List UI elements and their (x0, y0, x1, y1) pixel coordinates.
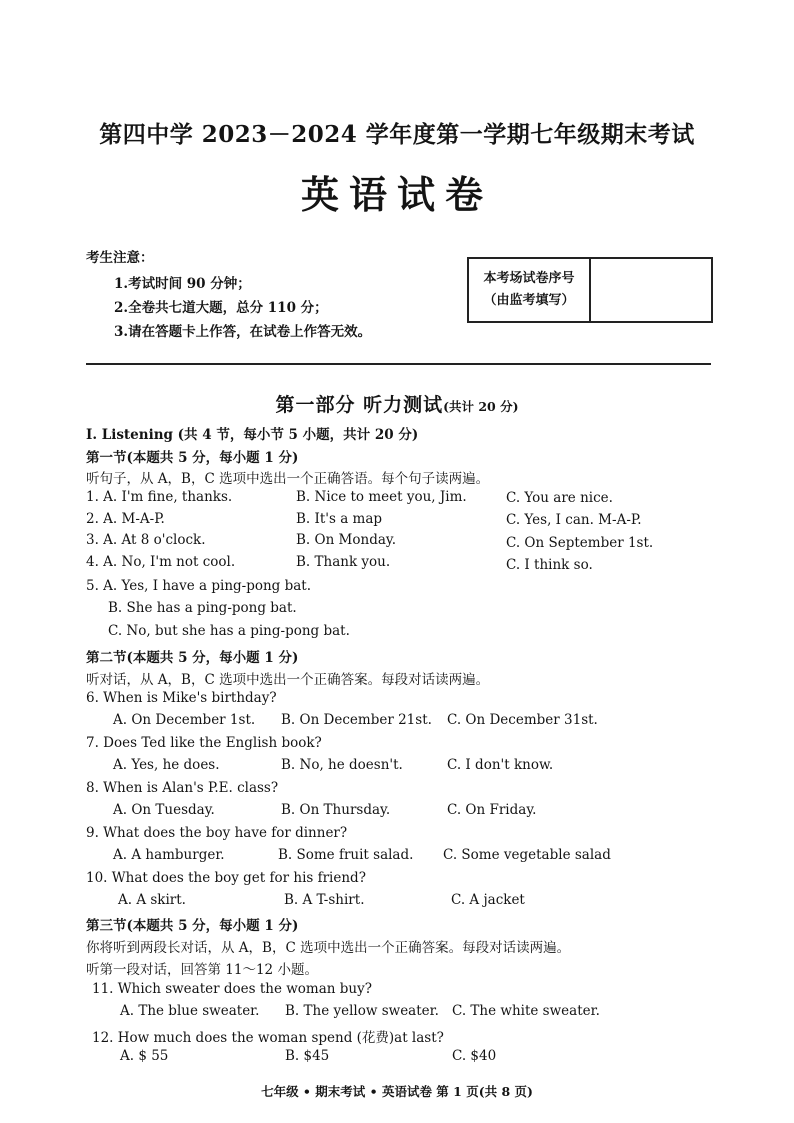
section-instruction: 听句子，从 A，B，C 选项中选出一个正确答语。每个句子读两遍。 (86, 471, 490, 487)
option: B. A T-shirt. (284, 892, 365, 908)
option: A. A skirt. (118, 892, 186, 908)
option: B. On Monday. (296, 532, 397, 548)
option: B. It's a map (296, 511, 383, 527)
option: B. She has a ping-pong bat. (108, 600, 297, 616)
header-divider (86, 363, 711, 365)
part-points: (共计 20 分) (443, 399, 519, 414)
seat-number-label (469, 259, 591, 321)
question: 7. Does Ted like the English book? (86, 735, 322, 751)
option: B. On December 21st. (281, 712, 432, 728)
question: 8. When is Alan's P.E. class? (86, 780, 279, 796)
option: C. Yes, I can. M-A-P. (506, 512, 642, 528)
question: 12. How much does the woman spend (花费)at last? (92, 1030, 444, 1046)
seat-number-label-line1: 本考场试卷序号 (483, 271, 575, 286)
seat-number-box (467, 257, 713, 323)
section-instruction: 你将听到两段长对话，从 A，B，C 选项中选出一个正确答案。每段对话读两遍。 (86, 940, 571, 956)
seat-number-label-line2: （由监考填写） (483, 293, 575, 308)
section-heading: 第二节(本题共 5 分，每小题 1 分) (86, 650, 299, 666)
question: 11. Which sweater does the woman buy? (92, 981, 372, 997)
exam-subject-title: 英语试卷 (300, 172, 493, 217)
notice-item: 2.全卷共七道大题，总分 110 分； (114, 300, 328, 316)
part-title: 第一部分 听力测试 (275, 394, 444, 416)
option: B. Some fruit salad. (278, 847, 414, 863)
exam-title: 第四中学 2023－2024 学年度第一学期七年级期末考试 (99, 121, 695, 148)
notice-item: 3.请在答题卡上作答，在试卷上作答无效。 (114, 324, 372, 340)
notice-heading: 考生注意： (86, 250, 154, 266)
question: 10. What does the boy get for his friend? (86, 870, 366, 886)
option: A. The blue sweater. (120, 1003, 260, 1019)
question: 9. What does the boy have for dinner? (86, 825, 348, 841)
option: A. On Tuesday. (113, 802, 215, 818)
option: B. Thank you. (296, 554, 391, 570)
option: C. You are nice. (506, 490, 613, 506)
option: B. On Thursday. (281, 802, 391, 818)
part-heading (0, 390, 794, 417)
option: 5. A. Yes, I have a ping-pong bat. (86, 578, 312, 594)
option: B. No, he doesn't. (281, 757, 403, 773)
option: C. No, but she has a ping-pong bat. (108, 623, 350, 639)
section-instruction: 听对话，从 A，B，C 选项中选出一个正确答案。每段对话读两遍。 (86, 672, 490, 688)
option: C. On September 1st. (506, 535, 654, 551)
option: A. $ 55 (120, 1048, 169, 1064)
listening-heading: Ⅰ. Listening (共 4 节，每小节 5 小题，共计 20 分) (86, 427, 419, 443)
section-sub-instruction: 听第一段对话，回答第 11～12 小题。 (86, 962, 318, 978)
option: 2. A. M-A-P. (86, 511, 165, 527)
question: 6. When is Mike's birthday? (86, 690, 277, 706)
option: 1. A. I'm fine, thanks. (86, 489, 233, 505)
option: C. A jacket (451, 892, 525, 908)
section-heading: 第一节(本题共 5 分，每小题 1 分) (86, 450, 299, 466)
option: C. The white sweater. (452, 1003, 600, 1019)
option: 4. A. No, I'm not cool. (86, 554, 236, 570)
option: A. Yes, he does. (113, 757, 220, 773)
notice-item: 1.考试时间 90 分钟； (114, 276, 251, 292)
option: C. $40 (452, 1048, 497, 1064)
option: B. $45 (285, 1048, 330, 1064)
option: C. I don't know. (447, 757, 554, 773)
section-heading: 第三节(本题共 5 分，每小题 1 分) (86, 918, 299, 934)
option: C. I think so. (506, 557, 593, 573)
option: B. Nice to meet you, Jim. (296, 489, 467, 505)
option: C. Some vegetable salad (443, 847, 611, 863)
option: A. On December 1st. (113, 712, 256, 728)
seat-number-value-cell (591, 259, 711, 321)
option: 3. A. At 8 o'clock. (86, 532, 206, 548)
option: A. A hamburger. (113, 847, 225, 863)
option: B. The yellow sweater. (285, 1003, 439, 1019)
page-footer: 七年级 • 期末考试 • 英语试卷 第 1 页(共 8 页) (261, 1084, 533, 1099)
option: C. On Friday. (447, 802, 537, 818)
option: C. On December 31st. (447, 712, 598, 728)
